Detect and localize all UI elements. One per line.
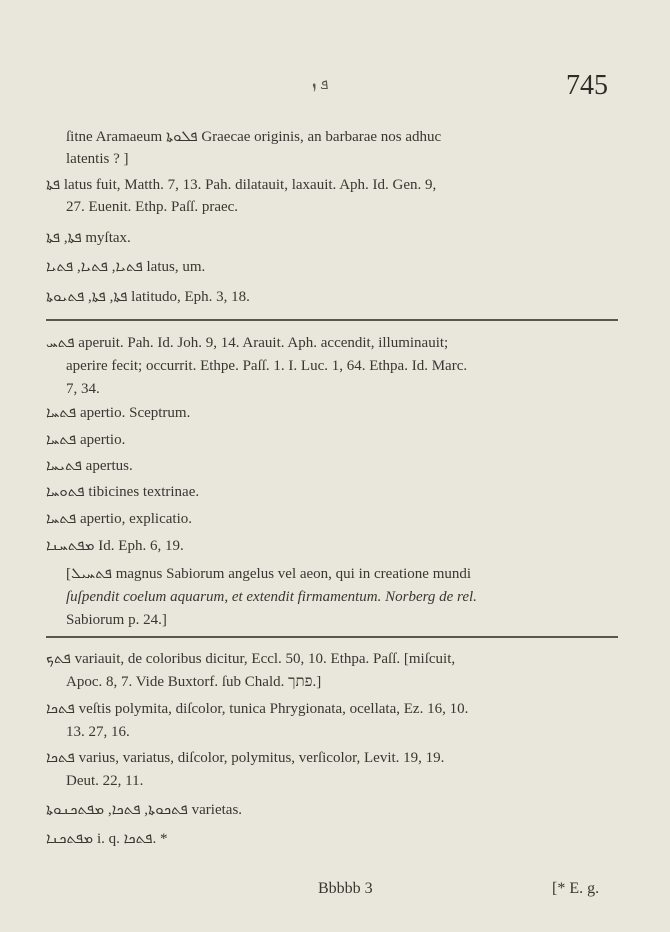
text-line: ܦܬܟܘܬܐ, ܦܬܟܐ, ܡܦܬܟܢܘܬܐ varietas. — [46, 802, 243, 818]
signature-mark: Bbbbb 3 — [318, 880, 373, 897]
section-divider — [46, 319, 618, 321]
text-line: ܦܬܟܐ veſtis polymita, diſcolor, tunica Phrygionata, ocellata, Ez. 16, 10. — [46, 701, 469, 717]
text-line: Apoc. 8, 7. Vide Buxtorf. ſub Chald. פתך.] — [66, 674, 322, 690]
text-line: ܦܬܟ variauit, de coloribus dicitur, Eccl. 50, 10. Ethpa. Paſſ. [miſcuit, — [46, 651, 456, 667]
text-line: ܦܬܚ aperuit. Pah. Id. Joh. 9, 14. Arauit. Aph. accendit, illuminauit; — [46, 335, 449, 351]
text-line: Deut. 22, 11. — [66, 773, 144, 789]
text-line: latentis ? ] — [66, 151, 129, 167]
page-number: 745 — [566, 70, 608, 101]
text-line: ſitne Aramaeum ܦܠܘܬܐ Graecae originis, an barbarae nos adhuc — [66, 129, 442, 145]
text-line: 27. Euenit. Ethp. Paſſ. praec. — [66, 199, 239, 215]
text-line: ܡܦܬܚܢܐ Id. Eph. 6, 19. — [46, 538, 184, 554]
text-line: ܦܬܟܐ varius, variatus, diſcolor, polymitus, verſicolor, Levit. 19, 19. — [46, 750, 445, 766]
text-line: Sabiorum p. 24.] — [66, 612, 167, 628]
text-line: 13. 27, 16. — [66, 724, 130, 740]
running-head-mark: ܦ ܙ — [312, 77, 329, 93]
text-line: ܦܬܚܐ apertio. — [46, 432, 126, 448]
catchword: [* E. g. — [552, 880, 600, 897]
text-line: ܦܬܚܐ apertio. Sceptrum. — [46, 405, 191, 421]
text-line: 7, 34. — [66, 381, 100, 397]
text-line: ܦܬܚܐ apertio, explicatio. — [46, 511, 192, 527]
text-line: ſuſpendit coelum aquarum, et extendit firmamentum. Norberg de rel. — [66, 589, 477, 605]
text-line: ܦܬܐ, ܦܬܐ myſtax. — [46, 230, 131, 246]
text-line: ܡܦܬܟܢܐ i. q. ܦܬܟܐ. * — [46, 831, 168, 847]
section-divider — [46, 636, 618, 638]
text-line: [ܦܬܚܝܠ magnus Sabiorum angelus vel aeon, qui in creatione mundi — [66, 566, 472, 582]
text-line: ܦܬܝܚܐ apertus. — [46, 458, 133, 474]
text-line: aperire fecit; occurrit. Ethpe. Paſſ. 1. I. Luc. 1, 64. Ethpa. Id. Marc. — [66, 358, 468, 374]
text-line: ܦܬܘܚܐ tibicines textrinae. — [46, 484, 200, 500]
text-line: ܦܬܐ, ܦܬܐ, ܦܬܝܘܬܐ latitudo, Eph. 3, 18. — [46, 289, 250, 305]
text-line: ܦܬܝܐ, ܦܬܝܐ, ܦܬܝܐ latus, um. — [46, 259, 206, 275]
text-line: ܦܬܐ latus fuit, Matth. 7, 13. Pah. dilatauit, laxauit. Aph. Id. Gen. 9, — [46, 177, 437, 193]
